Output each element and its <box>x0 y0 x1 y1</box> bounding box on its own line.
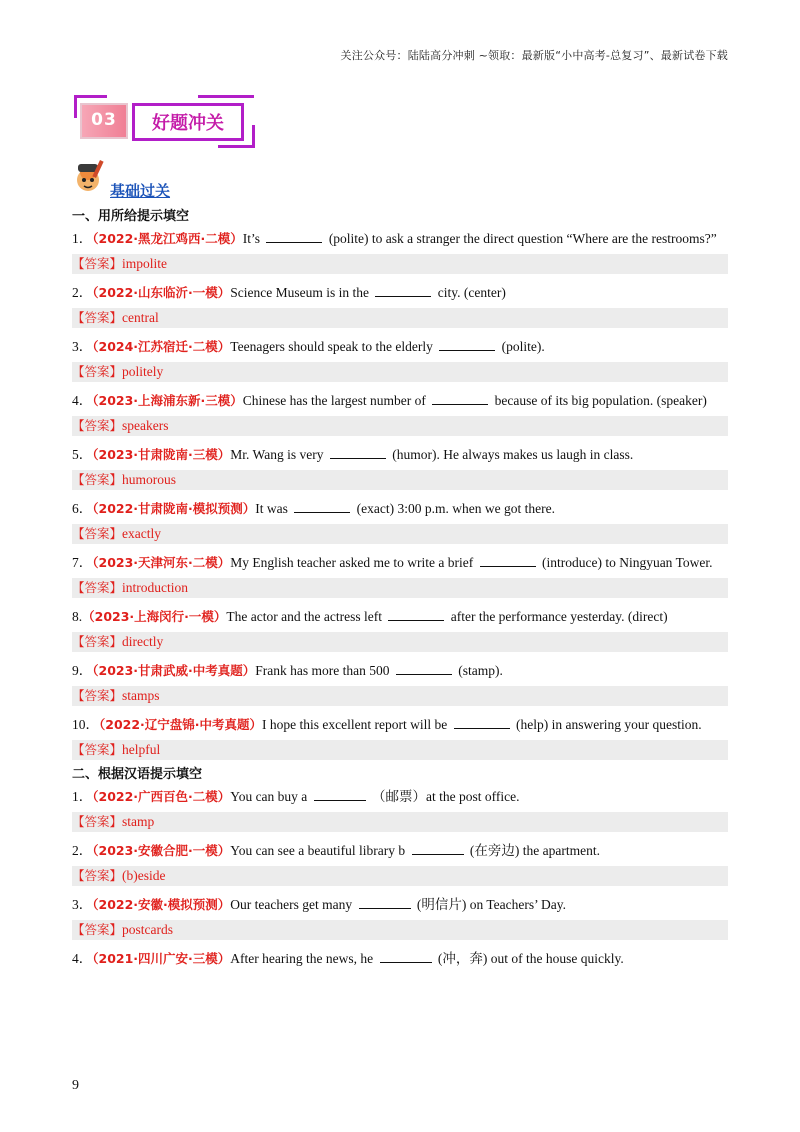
answer-value: humorous <box>122 472 177 487</box>
answer-tag: 【答案】 <box>72 256 123 271</box>
question-item <box>72 280 728 305</box>
question-item <box>72 550 728 575</box>
answer-blank <box>266 228 322 243</box>
question-source: （2022·辽宁盘锦·中考真题） <box>99 717 263 732</box>
answer-value: helpful <box>122 742 161 757</box>
question-text-before: Our teachers get many <box>230 897 356 912</box>
answer-blank <box>294 498 350 513</box>
answer-tag: 【答案】 <box>72 418 123 433</box>
question-source: （2022·甘肃陇南·模拟预测） <box>92 501 256 516</box>
question-item <box>72 946 728 971</box>
question-item <box>72 388 728 413</box>
question-number: 7． <box>72 555 93 570</box>
answer-blank <box>380 948 432 963</box>
question-text-after: (明信片) on Teachers’ Day. <box>413 897 567 912</box>
answer-blank <box>314 786 366 801</box>
question-text-before: It’s <box>242 231 264 246</box>
question-source: （2024·江苏宿迁·二模） <box>92 339 231 354</box>
answer-row <box>72 578 728 598</box>
question-number: 8. <box>72 609 83 624</box>
answer-tag: 【答案】 <box>72 814 123 829</box>
answer-row <box>72 632 728 652</box>
question-item <box>72 604 728 629</box>
question-text-after: after the performance yesterday. (direct) <box>447 609 668 624</box>
answer-value: postcards <box>122 922 174 937</box>
answer-blank <box>439 336 495 351</box>
question-text-after: (冲，奔) out of the house quickly. <box>434 951 624 966</box>
badge-number-box <box>80 103 128 139</box>
question-text-before: Frank has more than 500 <box>255 663 393 678</box>
part2-question-list <box>72 784 728 971</box>
question-source: （2022·安徽·模拟预测） <box>92 897 231 912</box>
question-text-after: (polite). <box>498 339 545 354</box>
question-item <box>72 658 728 683</box>
answer-row <box>72 416 728 436</box>
section-heading: 基础过关 <box>110 182 171 200</box>
answer-tag: 【答案】 <box>72 364 123 379</box>
question-number: 1． <box>72 789 93 804</box>
answer-row <box>72 254 728 274</box>
answer-row <box>72 524 728 544</box>
question-text-before: Science Museum is in the <box>230 285 373 300</box>
answer-tag: 【答案】 <box>72 310 123 325</box>
question-item <box>72 712 728 737</box>
answer-tag: 【答案】 <box>72 634 123 649</box>
question-number: 1． <box>72 231 93 246</box>
answer-value: introduction <box>122 580 189 595</box>
question-number: 5． <box>72 447 93 462</box>
answer-tag: 【答案】 <box>72 472 123 487</box>
answer-value: (b)eside <box>122 868 166 883</box>
question-number: 4． <box>72 393 93 408</box>
question-source: （2023·甘肃陇南·三模） <box>92 447 231 462</box>
answer-row <box>72 812 728 832</box>
answer-row <box>72 686 728 706</box>
question-item <box>72 784 728 809</box>
question-number: 4． <box>72 951 93 966</box>
question-text-before: You can see a beautiful library b <box>230 843 409 858</box>
answer-row <box>72 866 728 886</box>
header-note: 关注公众号：陆陆高分冲刺 ~领取：最新版“小中高考-总复习”、最新试卷下载 <box>340 49 728 62</box>
question-text-before: You can buy a <box>230 789 311 804</box>
question-text-before: After hearing the news, he <box>230 951 377 966</box>
question-source: （2023·安徽合肥·一模） <box>92 843 231 858</box>
question-text-after: city. (center) <box>434 285 506 300</box>
answer-row <box>72 362 728 382</box>
question-source: （2023·上海浦东新·三模） <box>92 393 243 408</box>
question-number: 9． <box>72 663 93 678</box>
answer-row <box>72 740 728 760</box>
badge-corner-decoration <box>218 125 255 148</box>
badge-number: 03 <box>91 110 117 130</box>
part1-title: 一、用所给提示填空 <box>72 209 190 224</box>
answer-tag: 【答案】 <box>72 688 123 703</box>
answer-tag: 【答案】 <box>72 526 123 541</box>
answer-tag: 【答案】 <box>72 742 123 757</box>
answer-blank <box>432 390 488 405</box>
badge-title: 好题冲关 <box>152 113 224 134</box>
answer-row <box>72 470 728 490</box>
question-text-before: It was <box>255 501 292 516</box>
pencil-mascot-icon <box>72 158 106 196</box>
answer-blank <box>412 840 464 855</box>
answer-blank <box>396 660 452 675</box>
answer-tag: 【答案】 <box>72 580 123 595</box>
section-badge <box>78 95 258 151</box>
question-number: 2． <box>72 285 93 300</box>
question-source: （2022·黑龙江鸡西·二模） <box>92 231 243 246</box>
badge-dash-decoration <box>198 95 254 98</box>
question-source: （2023·甘肃武威·中考真题） <box>92 663 256 678</box>
answer-blank <box>480 552 536 567</box>
question-number: 10． <box>72 717 99 732</box>
answer-blank <box>375 282 431 297</box>
question-text-after: (polite) to ask a stranger the direct question “Where are the restrooms?” <box>325 231 717 246</box>
question-item <box>72 226 728 251</box>
answer-value: politely <box>122 364 164 379</box>
question-text-before: My English teacher asked me to write a brief <box>230 555 477 570</box>
question-number: 3． <box>72 897 93 912</box>
question-text-after: (help) in answering your question. <box>512 717 702 732</box>
answer-value: stamps <box>122 688 160 703</box>
question-content <box>72 208 728 971</box>
part2-title: 二、根据汉语提示填空 <box>72 767 203 782</box>
answer-value: central <box>122 310 159 325</box>
page-number: 9 <box>72 1078 79 1093</box>
question-text-after: (humor). He always makes us laugh in class. <box>388 447 634 462</box>
question-item <box>72 496 728 521</box>
question-number: 2． <box>72 843 93 858</box>
question-text-after: (exact) 3:00 p.m. when we got there. <box>353 501 555 516</box>
answer-tag: 【答案】 <box>72 868 123 883</box>
part1-question-list <box>72 226 728 760</box>
answer-value: impolite <box>122 256 168 271</box>
question-item <box>72 334 728 359</box>
question-source: （2021·四川广安·三模） <box>92 951 231 966</box>
question-text-before: Teenagers should speak to the elderly <box>230 339 437 354</box>
answer-blank <box>388 606 444 621</box>
answer-value: stamp <box>122 814 155 829</box>
question-text-after: （邮票）at the post office. <box>368 789 520 804</box>
question-source: （2022·广西百色·二模） <box>92 789 231 804</box>
question-source: （2023·上海闵行·一模） <box>82 609 227 624</box>
question-number: 6． <box>72 501 93 516</box>
question-item <box>72 892 728 917</box>
question-item <box>72 442 728 467</box>
question-source: （2023·天津河东·二模） <box>92 555 231 570</box>
answer-value: speakers <box>122 418 169 433</box>
answer-value: exactly <box>122 526 161 541</box>
question-text-after: (stamp). <box>454 663 503 678</box>
answer-blank <box>454 714 510 729</box>
question-text-after: (introduce) to Ningyuan Tower. <box>538 555 713 570</box>
question-text-after: (在旁边) the apartment. <box>466 843 600 858</box>
question-number: 3． <box>72 339 93 354</box>
answer-blank <box>330 444 386 459</box>
answer-value: directly <box>122 634 164 649</box>
question-text-before: I hope this excellent report will be <box>262 717 451 732</box>
question-text-before: The actor and the actress left <box>226 609 386 624</box>
answer-row <box>72 920 728 940</box>
answer-tag: 【答案】 <box>72 922 123 937</box>
question-source: （2022·山东临沂·一模） <box>92 285 231 300</box>
question-text-before: Chinese has the largest number of <box>242 393 430 408</box>
answer-blank <box>359 894 411 909</box>
question-item <box>72 838 728 863</box>
question-text-after: because of its big population. (speaker) <box>491 393 707 408</box>
question-text-before: Mr. Wang is very <box>230 447 327 462</box>
answer-row <box>72 308 728 328</box>
